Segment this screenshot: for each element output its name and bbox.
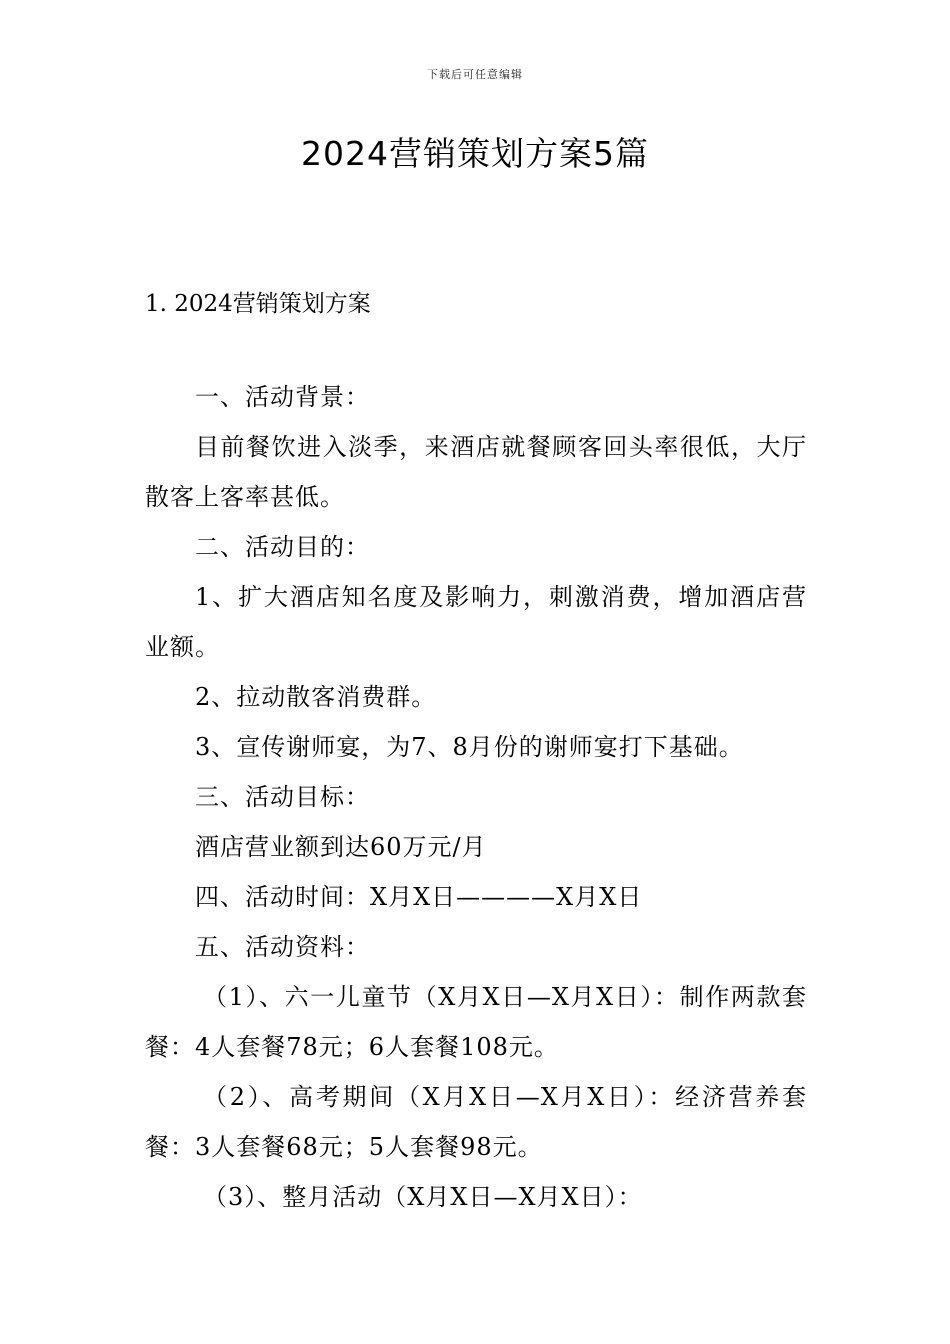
paragraph-content-3: （3）、整月活动（X月X日—X月X日）： <box>203 1183 643 1211</box>
paragraph-time: 四、活动时间：X月X日————X月X日 <box>195 883 643 911</box>
document-body <box>145 372 807 1222</box>
document-title: 2024营销策划方案5篇 <box>301 134 649 173</box>
paragraph-purpose-1: 1、扩大酒店知名度及影响力，刺激消费，增加酒店营业额。 <box>145 583 807 661</box>
paragraph-goal: 酒店营业额到达60万元/月 <box>195 833 487 861</box>
paragraph-purpose-heading: 二、活动目的： <box>195 533 370 561</box>
paragraph-purpose-3: 3、宣传谢师宴，为7、8月份的谢师宴打下基础。 <box>195 733 744 761</box>
header-note: 下载后可任意编辑 <box>427 68 523 81</box>
paragraph-goal-heading: 三、活动目标： <box>195 783 370 811</box>
section-heading: 1. 2024营销策划方案 <box>145 291 371 317</box>
paragraph-content-2: （2）、高考期间（X月X日—X月X日）：经济营养套餐：3人套餐68元；5人套餐98元。 <box>145 1083 807 1161</box>
paragraph-content-1: （1）、六一儿童节（X月X日—X月X日）：制作两款套餐：4人套餐78元；6人套餐108元。 <box>145 983 807 1061</box>
paragraph-background: 目前餐饮进入淡季，来酒店就餐顾客回头率很低，大厅散客上客率甚低。 <box>145 433 807 511</box>
paragraph-purpose-2: 2、拉动散客消费群。 <box>195 683 437 711</box>
paragraph-background-heading: 一、活动背景： <box>195 383 370 411</box>
paragraph-content-heading: 五、活动资料： <box>195 933 370 961</box>
